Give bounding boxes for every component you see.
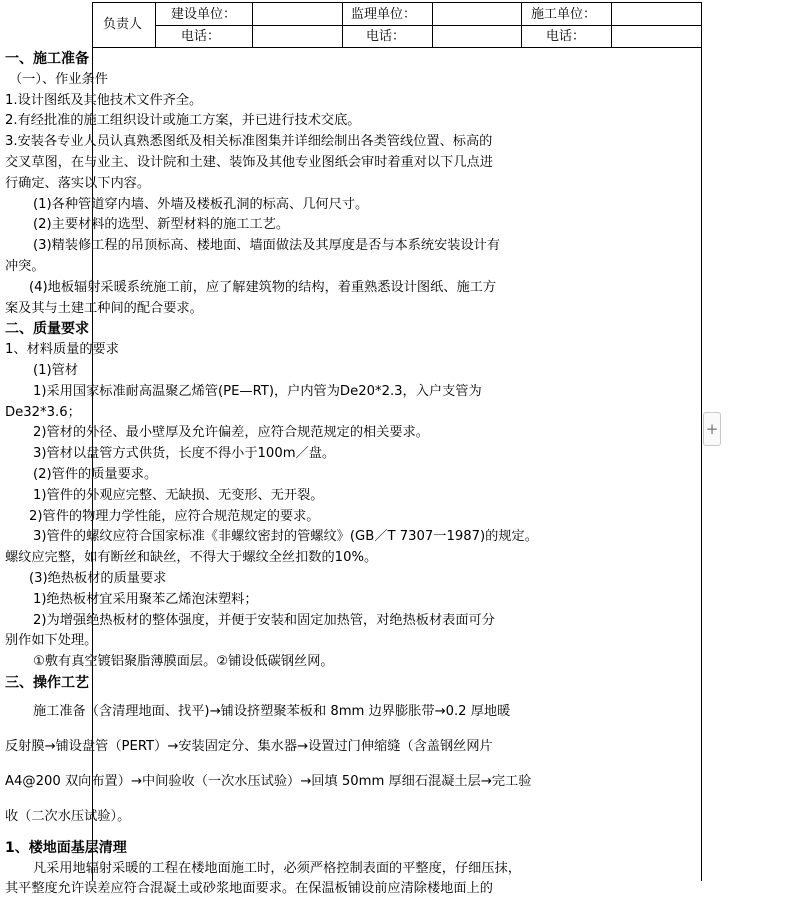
divider [521, 3, 522, 47]
document-body [5, 49, 603, 900]
section-heading: 一、施工准备 [5, 51, 89, 67]
phone-label: 电话： [546, 29, 586, 44]
paragraph-line: 别作如下处理。 [5, 633, 98, 649]
list-item: (1)管材 [33, 362, 79, 378]
list-item: (3)精装修工程的吊顶标高、楼地面、墙面做法及其厚度是否与本系统安装设计有 [33, 238, 501, 254]
construction-unit-label: 建设单位： [171, 7, 237, 22]
paragraph-line: A4@200 双向布置）→中间验收（一次水压试验）→回填 50mm 厚细石混凝土层→完工验 [5, 773, 532, 789]
list-item: 2)管材的外径、最小壁厚及允许偏差，应符合规范规定的相关要求。 [33, 425, 429, 441]
list-item: 3)管材以盘管方式供货，长度不得小于100m／盘。 [33, 446, 336, 462]
divider [432, 3, 433, 47]
paragraph-line: 行确定、落实以下内容。 [5, 175, 151, 191]
list-item: (4)地板辐射采暖系统施工前，应了解建筑物的结构，着重熟悉设计图纸、施工方 [29, 279, 497, 295]
section-heading: 二、质量要求 [5, 321, 89, 338]
paragraph-line: 其平整度允许误差应符合混凝土或砂浆地面要求。在保温板铺设前应清除楼地面上的 [5, 881, 493, 897]
paragraph-line: 1.设计图纸及其他技术文件齐全。 [5, 92, 203, 108]
list-item: (2)主要材料的选型、新型材料的施工工艺。 [33, 217, 290, 233]
section-heading: 三、操作工艺 [5, 674, 89, 691]
paragraph-line: 收（二次水压试验）。 [5, 808, 131, 824]
list-item: 3)管件的螺纹应符合国家标准《非螺纹密封的管螺纹》(GB／T 7307一1987)的规定。 [33, 529, 538, 545]
builder-unit-label: 施工单位： [531, 7, 597, 22]
phone-label: 电话： [366, 29, 406, 44]
phone-label: 电话： [181, 29, 221, 44]
header-table [93, 3, 701, 48]
paragraph-line: 冲突。 [5, 258, 45, 274]
list-item: 1)绝热板材宜采用聚苯乙烯泡沫塑料； [33, 591, 258, 607]
list-item: ①敷有真空镀铝聚脂薄膜面层。②铺设低碳钢丝网。 [33, 654, 334, 670]
paragraph-line: De32*3.6； [5, 404, 81, 420]
add-button[interactable]: + [703, 412, 721, 446]
paragraph-line: 凡采用地辐射采暖的工程在楼地面施工时，必须严格控制表面的平整度，仔细压抹， [33, 860, 521, 876]
list-item: 1)管件的外观应完整、无缺损、无变形、无开裂。 [33, 487, 324, 503]
list-item: 2)为增强绝热板材的整体强度，并便于安装和固定加热管，对绝热板材表面可分 [33, 612, 495, 628]
list-item: 1)采用国家标准耐高温聚乙烯管(PE—RT)，户内管为De20*2.3，入户支管为 [33, 383, 482, 399]
paragraph-line: 2.有经批准的施工组织设计或施工方案，并已进行技术交底。 [5, 113, 361, 129]
list-item: (2)管件的质量要求。 [33, 466, 158, 482]
paragraph-line: 施工准备（含清理地面、找平)→铺设挤塑聚苯板和 8mm 边界膨胀带→0.2 厚地暖 [33, 703, 511, 719]
divider [611, 3, 612, 47]
supervision-unit-label: 监理单位： [351, 7, 417, 22]
paragraph-line: 螺纹应完整，如有断丝和缺丝，不得大于螺纹全丝扣数的10%。 [5, 550, 378, 566]
section-heading: 1、楼地面基层清理 [5, 839, 127, 856]
list-item: 2)管件的物理力学性能，应符合规范规定的要求。 [29, 508, 320, 524]
subsection-heading: （一）、作业条件 [9, 71, 108, 87]
paragraph-line: 3.安装各专业人员认真熟悉图纸及相关标准图集并详细绘制出各类管线位置、标高的 [5, 134, 493, 150]
list-item: (3)绝热板材的质量要求 [29, 570, 167, 586]
paragraph-line: 反射膜→铺设盘管（PERT）→安装固定分、集水器→设置过门伸缩缝（含盖钢丝网片 [5, 738, 493, 754]
divider [155, 25, 701, 26]
divider [252, 3, 253, 47]
responsible-label: 负责人 [103, 17, 143, 32]
subsection-heading: 1、材料质量的要求 [5, 342, 119, 358]
paragraph-line: 交叉草图，在与业主、设计院和土建、装饰及其他专业图纸会审时着重对以下几点进 [5, 154, 493, 170]
paragraph-line: 案及其与土建工种间的配合要求。 [5, 300, 203, 316]
list-item: (1)各种管道穿内墙、外墙及楼板孔洞的标高、几何尺寸。 [33, 196, 369, 212]
